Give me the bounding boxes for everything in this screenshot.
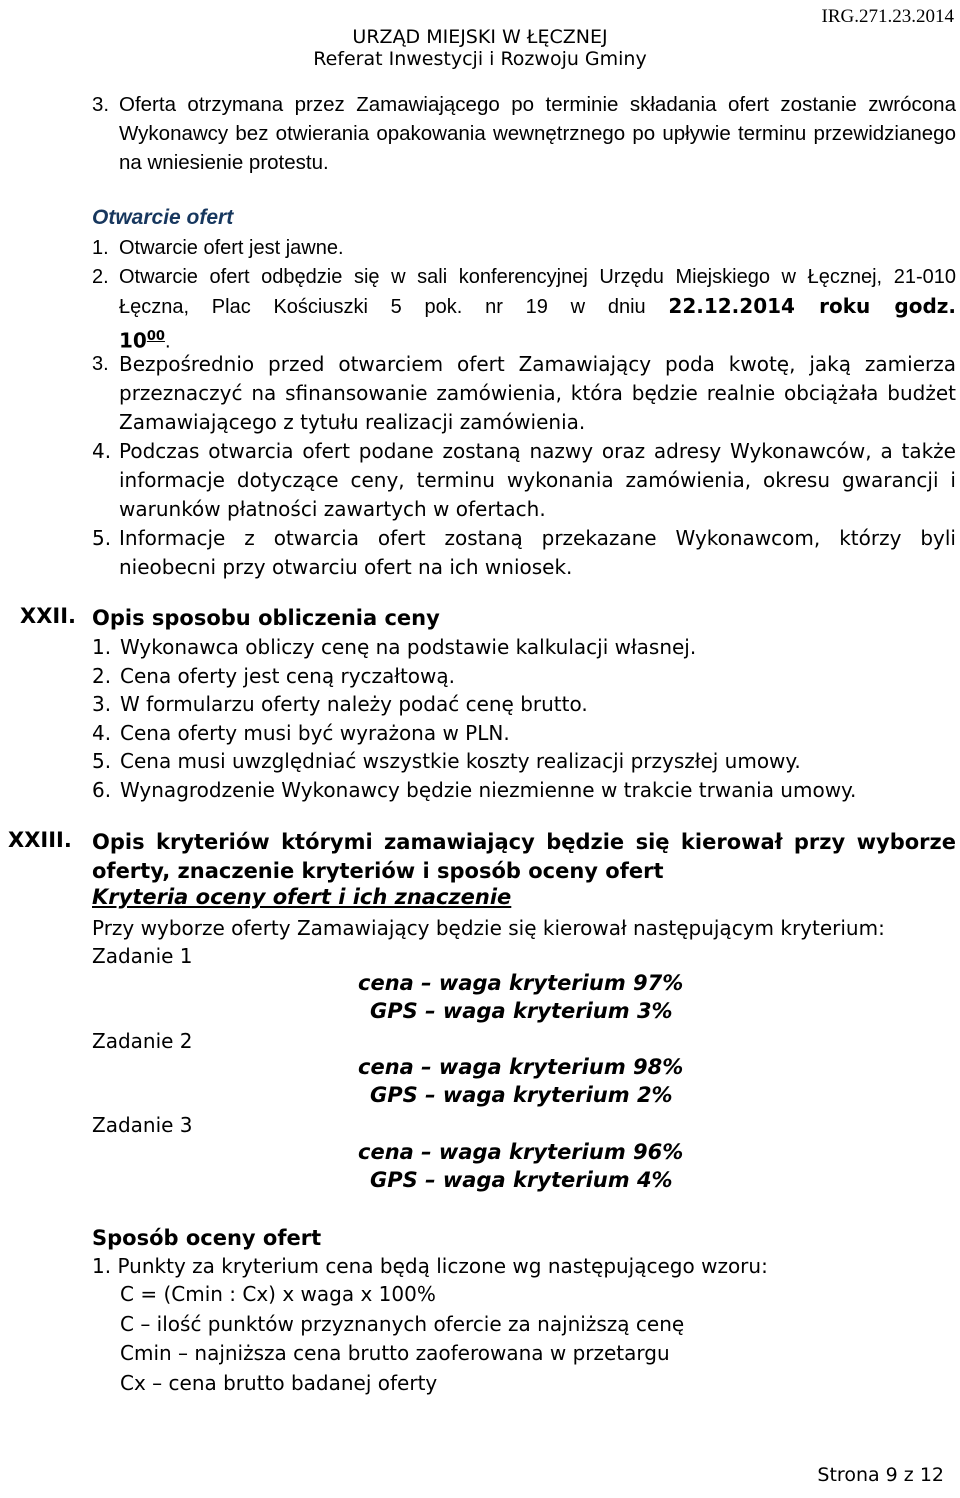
gps-weight: GPS – waga kryterium 4% [370,1168,673,1192]
list-item [92,747,952,776]
item-text: W formularzu oferty należy podać cenę brutto. [120,692,588,717]
section-number: XXII. [20,604,76,628]
opening-hour: 10 [119,328,147,353]
item-number: 4. [92,720,112,745]
item-number: 2. [92,663,112,688]
section-number: XXIII. [8,828,72,852]
item-number: 3. [92,353,109,375]
criteria-intro: Przy wyborze oferty Zamawiający będzie się kierował następującym kryterium: [92,916,885,940]
item-number: 2. [92,266,109,288]
list-item [92,690,952,719]
item-text: Otwarcie ofert jest jawne. [119,237,344,259]
formula-line: C – ilość punktów przyznanych ofercie za najniższą cenę [120,1311,685,1336]
item-text: Cena oferty musi być wyrażona w PLN. [120,720,510,745]
list-item [92,662,952,691]
opening-list [92,234,956,357]
opening-minutes: 00 [146,329,165,344]
item-number: 3. [92,692,112,717]
list-item [92,719,952,748]
price-weight: cena – waga kryterium 97% [358,971,684,995]
item-number: 4. [92,439,112,463]
item-number: 5. [92,526,112,550]
page-number: Strona 9 z 12 [817,1464,944,1486]
item-number: 1. [92,635,112,659]
list-item [92,263,956,357]
item-text: Cena oferty jest ceną ryczałtową. [120,663,456,688]
item-text: Wynagrodzenie Wykonawcy będzie niezmienne w trakcie trwania umowy. [120,777,857,802]
opening-heading: Otwarcie ofert [92,206,234,229]
item-number: 6. [92,777,112,802]
opening-list-cont [92,350,956,582]
item-number: 5. [92,749,112,774]
header-office: URZĄD MIEJSKI W ŁĘCZNEJ [352,26,608,48]
item-number: 1. [92,1254,112,1278]
item-text: Informacje z otwarcia ofert zostaną przekazane Wykonawcom, którzy byli nieobecni przy otwarciu ofert na ich wniosek. [119,526,956,579]
section-title-line: oferty, znaczenie kryteriów i sposób oceny ofert [92,859,664,883]
criteria-heading: Kryteria oceny ofert i ich znaczenie [92,885,512,909]
section-title: Opis sposobu obliczenia ceny [92,606,440,630]
list-item [92,350,956,437]
item-text: Cena musi uwzględniać wszystkie koszty realizacji przyszłej umowy. [120,749,801,774]
formula-line: C = (Cmin : Cx) x waga x 100% [120,1282,436,1306]
list-item [92,437,956,524]
item-text: Wykonawca obliczy cenę na podstawie kalkulacji własnej. [120,635,697,659]
item-number: 3. [92,93,110,116]
item-number: 1. [92,237,109,259]
list-item [92,776,952,805]
item-text: Podczas otwarcia ofert podane zostaną nazwy oraz adresy Wykonawców, a także informacje dotyczące ceny, terminu wykonania zamówienia, okresu gwarancji i warunków płatności zawartych w ofertach. [119,439,956,521]
item-end: . [164,330,171,353]
section-title-line: Opis kryteriów którymi zamawiający będzie się kierował przy wyborze [92,830,956,854]
list-item [92,633,952,662]
gps-weight: GPS – waga kryterium 2% [370,1083,673,1107]
item-text: Otwarcie ofert odbędzie się w sali konferencyjnej Urzędu Miejskiego w Łęcznej, 21-010 Łęczna, Plac Kościuszki 5 pok. nr 19 w dniu [119,266,956,318]
reference-number: IRG.271.23.2014 [821,6,954,27]
list-item [92,234,956,263]
header-department: Referat Inwestycji i Rozwoju Gminy [313,48,647,70]
method-item [92,1252,768,1280]
task-label: Zadanie 1 [92,944,193,968]
list-item [92,524,956,582]
section-title [92,828,956,886]
item-text: Punkty za kryterium cena będą liczone wg następującego wzoru: [117,1254,768,1278]
item-text: Oferta otrzymana przez Zamawiającego po terminie składania ofert zostanie zwrócona Wykonawcy bez otwierania opakowania wewnętrznego po upływie terminu przewidzianego na wniesienie protestu. [119,93,956,174]
price-list [92,633,952,805]
gps-weight: GPS – waga kryterium 3% [370,999,673,1023]
prev-list-item [92,90,956,177]
method-heading: Sposób oceny ofert [92,1226,322,1250]
formula-block [120,1280,684,1398]
task-label: Zadanie 2 [92,1029,193,1053]
task-label: Zadanie 3 [92,1113,193,1137]
formula-line: Cx – cena brutto badanej oferty [120,1370,438,1395]
price-weight: cena – waga kryterium 98% [358,1055,684,1079]
opening-date: 22.12.2014 roku godz. [668,294,957,318]
item-text: Bezpośrednio przed otwarciem ofert Zamawiający poda kwotę, jaką zamierza przeznaczyć na sfinansowanie zamówienia, która będzie realnie obciążała budżet Zamawiającego z tytułu realizacji zamówienia. [119,352,956,434]
formula-line: Cmin – najniższa cena brutto zaoferowana w przetargu [120,1341,670,1365]
price-weight: cena – waga kryterium 96% [358,1140,684,1164]
